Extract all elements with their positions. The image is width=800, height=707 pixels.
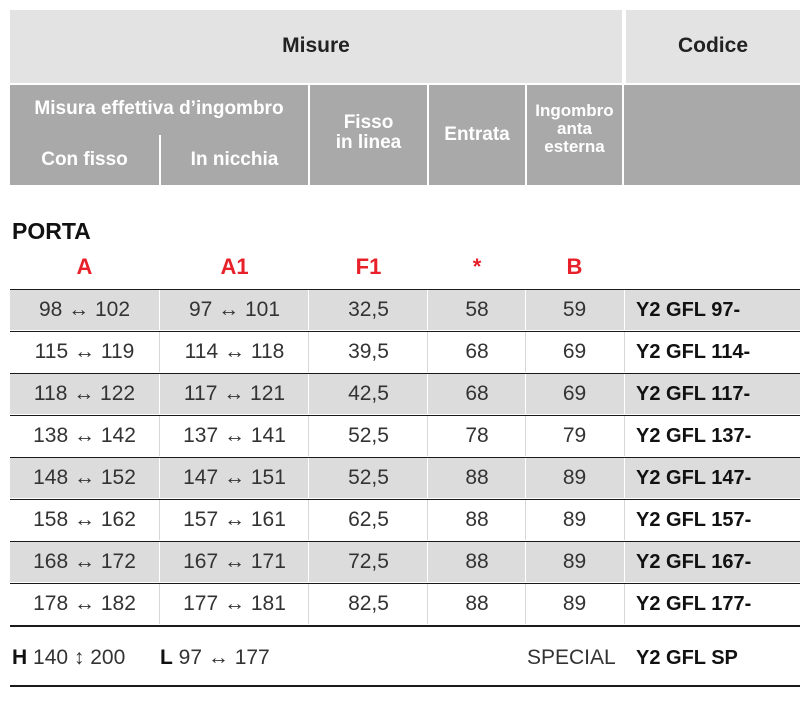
cell-a1: 167 ↔ 171 bbox=[183, 550, 286, 573]
cell-divider bbox=[159, 332, 160, 372]
cell-divider bbox=[308, 374, 309, 414]
cell-a1: 97 ↔ 101 bbox=[188, 298, 281, 321]
cell-a1: 114 ↔ 118 bbox=[184, 340, 285, 363]
header-entrata: Entrata bbox=[444, 124, 510, 145]
cell-b: 69 bbox=[562, 382, 587, 405]
cell-entrata: 88 bbox=[465, 550, 489, 573]
col-letter-a1: A1 bbox=[220, 254, 249, 279]
cell-code: Y2 GFL 137- bbox=[636, 425, 752, 447]
cell-divider bbox=[525, 332, 526, 372]
table-row bbox=[10, 584, 800, 624]
cell-divider bbox=[525, 374, 526, 414]
cell-entrata: 78 bbox=[465, 424, 489, 447]
cell-divider bbox=[308, 542, 309, 582]
cell-a: 138 ↔ 142 bbox=[33, 424, 136, 447]
header-misura-effettiva: Misura effettiva d’ingombro bbox=[34, 98, 284, 119]
header-fisso-in-linea: Fisso in linea bbox=[335, 112, 402, 153]
footer-h-value: 140 ↕ 200 bbox=[33, 646, 126, 669]
cell-f1: 82,5 bbox=[348, 592, 389, 615]
cell-entrata: 58 bbox=[465, 298, 489, 321]
col-letter-star: * bbox=[472, 254, 482, 279]
footer-l-value: 97 ↔ 177 bbox=[178, 646, 270, 669]
table-row bbox=[10, 500, 800, 540]
cell-f1: 52,5 bbox=[348, 466, 389, 489]
cell-code: Y2 GFL 114- bbox=[636, 341, 751, 363]
cell-divider bbox=[308, 584, 309, 624]
cell-divider bbox=[159, 374, 160, 414]
cell-code: Y2 GFL 147- bbox=[636, 467, 752, 489]
cell-divider bbox=[624, 458, 625, 498]
cell-divider bbox=[525, 290, 526, 330]
cell-entrata: 68 bbox=[465, 340, 489, 363]
header-in-nicchia: In nicchia bbox=[190, 149, 279, 170]
footer-code: Y2 GFL SP bbox=[636, 647, 738, 669]
cell-divider bbox=[308, 500, 309, 540]
table-row bbox=[10, 542, 800, 582]
cell-a: 178 ↔ 182 bbox=[33, 592, 136, 615]
header-con-fisso: Con fisso bbox=[41, 149, 128, 170]
cell-f1: 42,5 bbox=[348, 382, 389, 405]
cell-entrata: 88 bbox=[465, 592, 489, 615]
cell-divider bbox=[624, 500, 625, 540]
cell-a1: 117 ↔ 121 bbox=[183, 382, 286, 405]
cell-divider bbox=[427, 290, 428, 330]
cell-b: 89 bbox=[562, 508, 587, 531]
cell-divider bbox=[159, 458, 160, 498]
cell-a1: 177 ↔ 181 bbox=[183, 592, 286, 615]
cell-divider bbox=[308, 290, 309, 330]
cell-divider bbox=[624, 542, 625, 582]
cell-f1: 32,5 bbox=[348, 298, 389, 321]
cell-code: Y2 GFL 117- bbox=[636, 383, 751, 405]
cell-f1: 72,5 bbox=[348, 550, 389, 573]
cell-divider bbox=[159, 290, 160, 330]
cell-divider bbox=[525, 500, 526, 540]
cell-code: Y2 GFL 167- bbox=[636, 551, 752, 573]
cell-divider bbox=[624, 416, 625, 456]
table-row bbox=[10, 458, 800, 498]
cell-a: 168 ↔ 172 bbox=[33, 550, 136, 573]
cell-b: 89 bbox=[562, 466, 587, 489]
cell-divider bbox=[159, 542, 160, 582]
header-divider bbox=[622, 85, 624, 185]
cell-divider bbox=[308, 332, 309, 372]
cell-b: 89 bbox=[562, 592, 587, 615]
cell-divider bbox=[624, 374, 625, 414]
col-letter-b: B bbox=[566, 254, 583, 279]
cell-divider bbox=[427, 374, 428, 414]
cell-entrata: 88 bbox=[465, 466, 489, 489]
header-ingombro-anta-esterna: Ingombro anta esterna bbox=[535, 101, 614, 156]
cell-code: Y2 GFL 157- bbox=[636, 509, 752, 531]
cell-b: 89 bbox=[562, 550, 587, 573]
cell-entrata: 88 bbox=[465, 508, 489, 531]
cell-a1: 137 ↔ 141 bbox=[183, 424, 286, 447]
cell-divider bbox=[427, 332, 428, 372]
cell-a: 98 ↔ 102 bbox=[38, 298, 131, 321]
cell-divider bbox=[525, 458, 526, 498]
cell-divider bbox=[624, 584, 625, 624]
footer-h-label: H bbox=[12, 646, 28, 669]
cell-divider bbox=[624, 332, 625, 372]
cell-divider bbox=[624, 290, 625, 330]
section-title: PORTA bbox=[12, 218, 91, 244]
cell-a: 148 ↔ 152 bbox=[33, 466, 136, 489]
cell-divider bbox=[308, 458, 309, 498]
table-row bbox=[10, 290, 800, 330]
cell-divider bbox=[525, 542, 526, 582]
cell-divider bbox=[159, 500, 160, 540]
cell-divider bbox=[427, 500, 428, 540]
footer-special: SPECIAL bbox=[527, 646, 616, 669]
table-row bbox=[10, 416, 800, 456]
cell-f1: 39,5 bbox=[348, 340, 389, 363]
cell-a1: 147 ↔ 151 bbox=[183, 466, 286, 489]
cell-divider bbox=[525, 584, 526, 624]
footer-l-label: L bbox=[160, 646, 173, 669]
header-codice: Codice bbox=[677, 34, 748, 57]
cell-a: 158 ↔ 162 bbox=[33, 508, 136, 531]
table-bottom-rule bbox=[10, 625, 800, 627]
cell-a1: 157 ↔ 161 bbox=[183, 508, 286, 531]
col-letter-f1: F1 bbox=[355, 254, 382, 279]
table-row bbox=[10, 374, 800, 414]
cell-b: 69 bbox=[562, 340, 587, 363]
cell-f1: 52,5 bbox=[348, 424, 389, 447]
cell-code: Y2 GFL 177- bbox=[636, 593, 752, 615]
cell-divider bbox=[427, 542, 428, 582]
cell-divider bbox=[308, 416, 309, 456]
col-letter-a: A bbox=[76, 254, 93, 279]
table-row bbox=[10, 332, 800, 372]
cell-code: Y2 GFL 97- bbox=[636, 299, 741, 321]
footer-bottom-rule bbox=[10, 685, 800, 687]
header-misure: Misure bbox=[282, 34, 350, 57]
cell-divider bbox=[427, 458, 428, 498]
cell-divider bbox=[525, 416, 526, 456]
footer-l bbox=[160, 640, 270, 676]
cell-b: 59 bbox=[562, 298, 587, 321]
cell-b: 79 bbox=[562, 424, 587, 447]
cell-a: 115 ↔ 119 bbox=[34, 340, 135, 363]
cell-a: 118 ↔ 122 bbox=[33, 382, 136, 405]
footer-h bbox=[12, 640, 125, 676]
cell-divider bbox=[159, 584, 160, 624]
cell-entrata: 68 bbox=[465, 382, 489, 405]
cell-divider bbox=[427, 416, 428, 456]
cell-divider bbox=[159, 416, 160, 456]
cell-divider bbox=[427, 584, 428, 624]
cell-f1: 62,5 bbox=[348, 508, 389, 531]
